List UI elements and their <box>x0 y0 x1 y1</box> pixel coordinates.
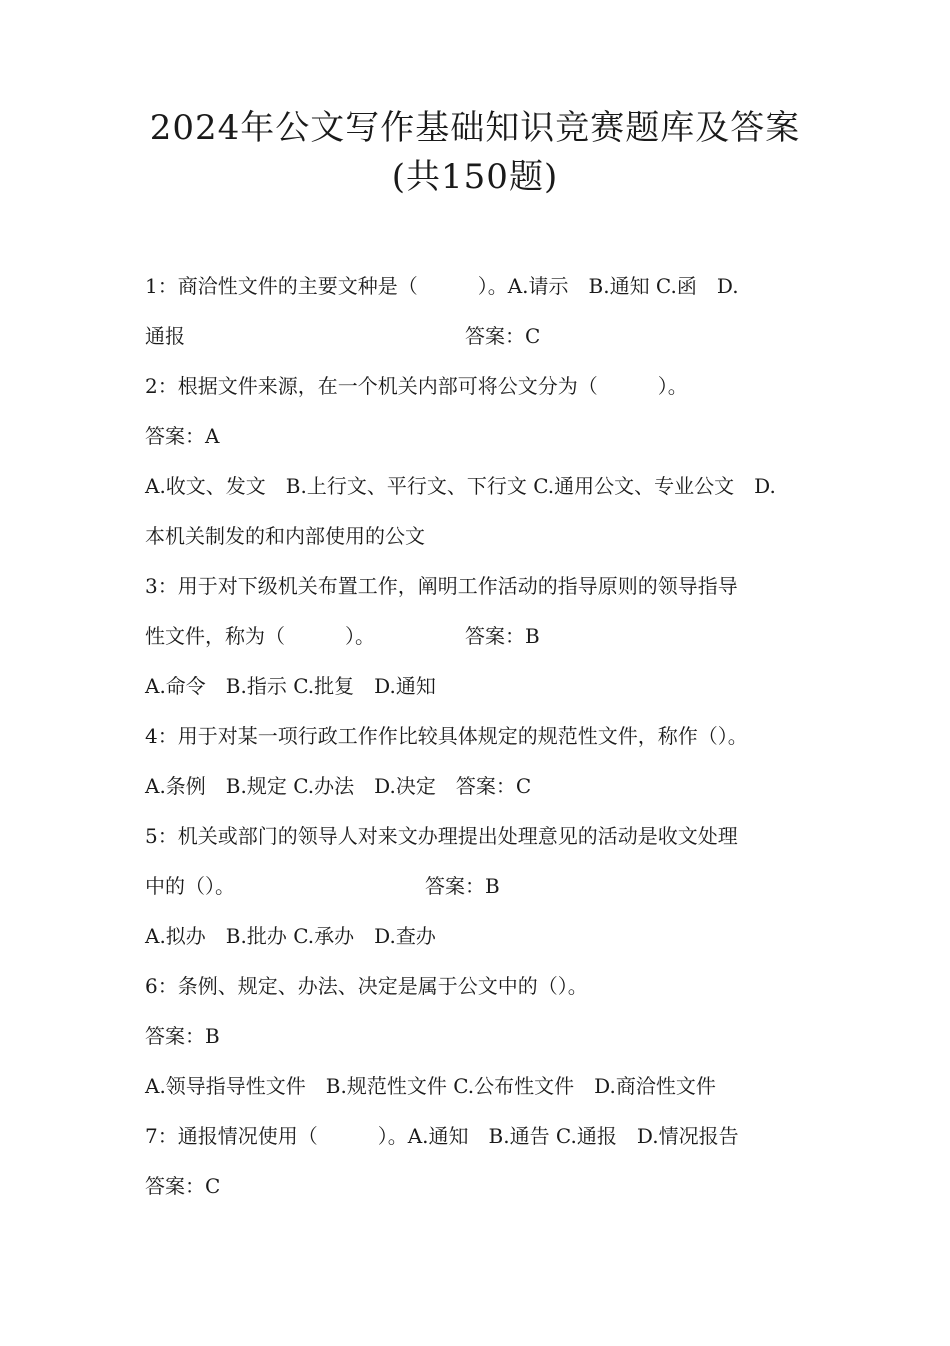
question-2-options: A.收文、发文 B.上行文、平行文、下行文 C.通用公文、专业公文 D. <box>145 474 776 498</box>
question-3-text-cont: 性文件，称为（ ）。 答案：B <box>145 624 540 648</box>
question-4-text: 4：用于对某一项行政工作作比较具体规定的规范性文件，称作（）。 <box>145 724 748 748</box>
document-title: 2024年公文写作基础知识竞赛题库及答案 <box>149 108 801 148</box>
question-1-answer: 通报 答案：C <box>145 324 541 348</box>
question-6-answer: 答案：B <box>145 1024 220 1048</box>
question-1-text: 1：商洽性文件的主要文种是（ ）。A.请示 B.通知 C.函 D. <box>145 274 739 298</box>
question-7-text: 7：通报情况使用（ ）。A.通知 B.通告 C.通报 D.情况报告 <box>145 1124 739 1148</box>
question-3-options: A.命令 B.指示 C.批复 D.通知 <box>145 674 436 698</box>
question-5-options: A.拟办 B.批办 C.承办 D.查办 <box>145 924 436 948</box>
question-5-text-cont: 中的（）。 答案：B <box>145 874 500 898</box>
question-2-answer: 答案：A <box>145 424 220 448</box>
question-4-options: A.条例 B.规定 C.办法 D.决定 答案：C <box>145 774 532 798</box>
question-2-text: 2：根据文件来源，在一个机关内部可将公文分为（ ）。 <box>145 374 688 398</box>
question-7-answer: 答案：C <box>145 1174 221 1198</box>
question-6-text: 6：条例、规定、办法、决定是属于公文中的（）。 <box>145 974 588 998</box>
document-subtitle: (共150题) <box>391 157 559 197</box>
question-3-text: 3：用于对下级机关布置工作，阐明工作活动的指导原则的领导指导 <box>145 574 738 598</box>
question-2-options-cont: 本机关制发的和内部使用的公文 <box>145 524 425 548</box>
question-6-options: A.领导指导性文件 B.规范性文件 C.公布性文件 D.商洽性文件 <box>145 1074 716 1098</box>
question-5-text: 5：机关或部门的领导人对来文办理提出处理意见的活动是收文处理 <box>145 824 738 848</box>
